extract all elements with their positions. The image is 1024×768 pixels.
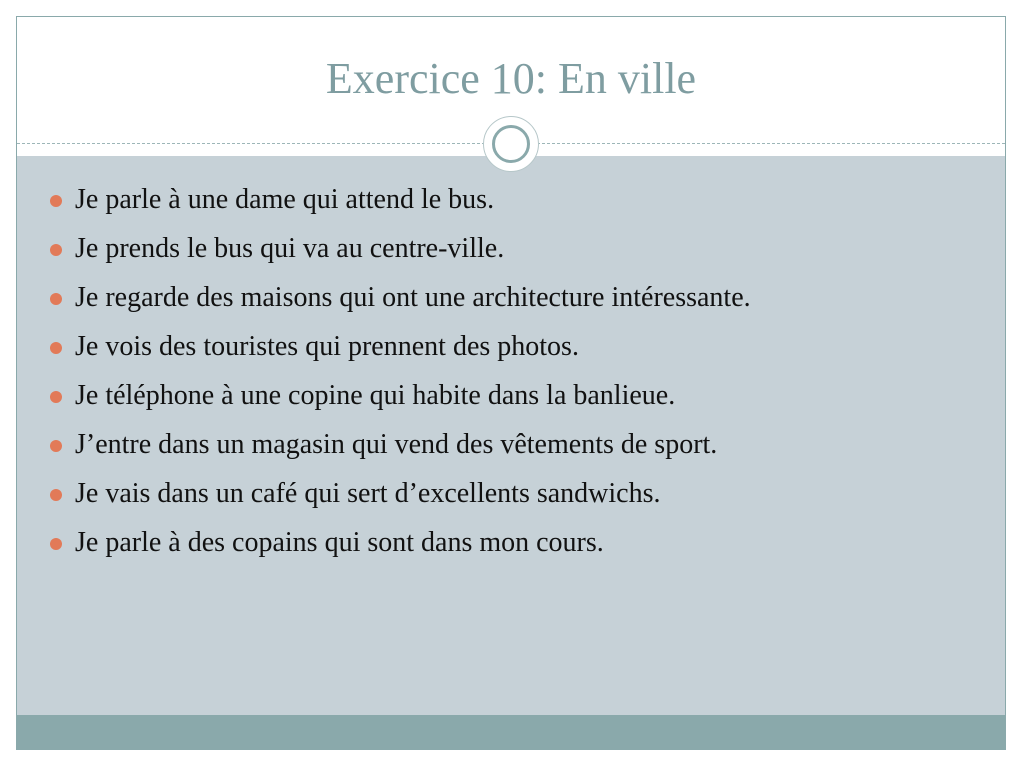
- bullet-dot-icon: [50, 538, 62, 550]
- bullet-dot-icon: [50, 440, 62, 452]
- bullet-dot-icon: [50, 342, 62, 354]
- list-item: [47, 379, 947, 413]
- bullet-dot-icon: [50, 244, 62, 256]
- bullet-list: [47, 183, 947, 575]
- circle-ornament-icon: [483, 116, 539, 172]
- list-item: [47, 281, 947, 315]
- bullet-dot-icon: [50, 293, 62, 305]
- list-item-text: Je vais dans un café qui sert d’excellents sandwichs.: [75, 478, 661, 509]
- list-item: [47, 183, 947, 217]
- list-item-text: Je téléphone à une copine qui habite dans la banlieue.: [75, 380, 676, 411]
- list-item-text: Je regarde des maisons qui ont une architecture intéressante.: [75, 282, 751, 313]
- bullet-dot-icon: [50, 391, 62, 403]
- slide: [16, 16, 1006, 750]
- list-item-text: Je parle à des copains qui sont dans mon cours.: [75, 527, 604, 558]
- list-item: [47, 330, 947, 364]
- list-item: [47, 428, 947, 462]
- list-item-text: Je vois des touristes qui prennent des photos.: [75, 331, 579, 362]
- list-item: [47, 232, 947, 266]
- circle-ornament-inner: [492, 125, 530, 163]
- list-item: [47, 526, 947, 560]
- footer-band: [17, 715, 1005, 749]
- bullet-dot-icon: [50, 195, 62, 207]
- slide-title: Exercice 10: En ville: [325, 54, 697, 103]
- list-item-text: J’entre dans un magasin qui vend des vêtements de sport.: [75, 429, 718, 460]
- list-item-text: Je prends le bus qui va au centre-ville.: [75, 233, 505, 264]
- bullet-dot-icon: [50, 489, 62, 501]
- list-item-text: Je parle à une dame qui attend le bus.: [75, 184, 495, 215]
- list-item: [47, 477, 947, 511]
